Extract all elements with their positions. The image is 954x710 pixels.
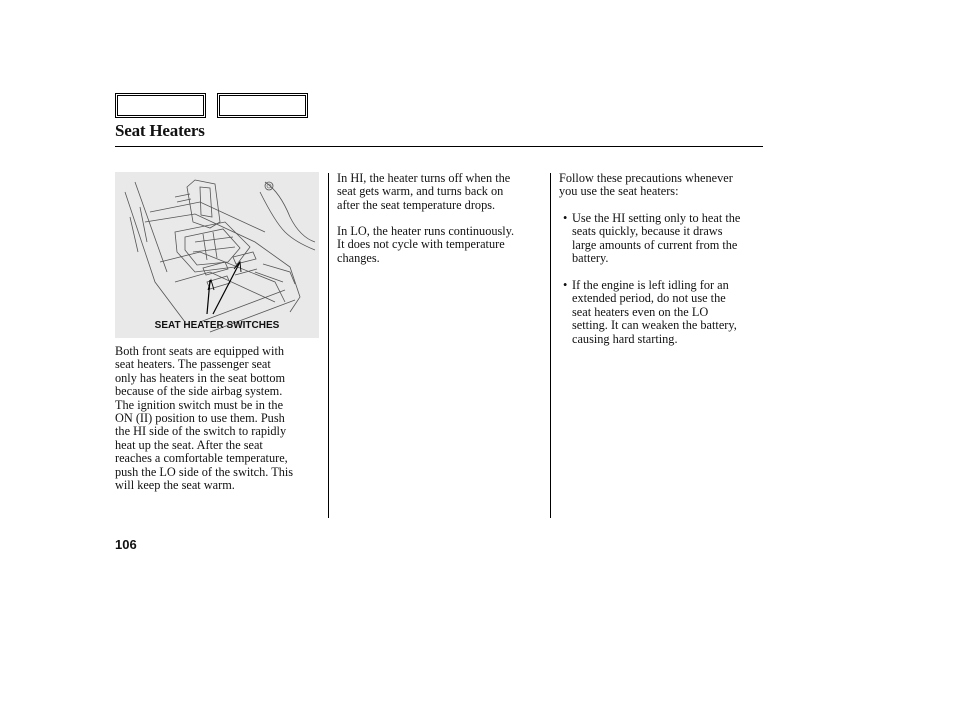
bullet-marker: • xyxy=(563,278,568,292)
precautions-intro: Follow these precautions whenever you use the seat heaters: xyxy=(559,171,733,199)
figure-caption: SEAT HEATER SWITCHES xyxy=(154,320,280,331)
column-divider-2 xyxy=(550,173,551,518)
hi-setting-paragraph: In HI, the heater turns off when the seat gets warm, and turns back on after the seat temperature drops. xyxy=(337,171,511,212)
seat-heaters-description: Both front seats are equipped with seat heaters. The passenger seat only has heaters in the seat bottom because of the side airbag system. The ignition switch must be in the ON (II) position to use them. Push the HI side of the switch to rapidly heat up the seat. After the seat reaches a comfortable temperature, push the LO side of the switch. This will keep the seat warm. xyxy=(115,344,294,493)
title-rule xyxy=(115,146,763,147)
page-number: 106 xyxy=(115,537,137,552)
console-drawing xyxy=(115,172,319,338)
precaution-text: If the engine is left idling for an extended period, do not use the seat heaters even on the LO setting. It can weaken the battery, causing hard starting. xyxy=(572,278,737,346)
lo-setting-paragraph: In LO, the heater runs continuously. It does not cycle with temperature changes. xyxy=(337,224,515,265)
bullet-marker: • xyxy=(563,211,568,225)
nav-tab-box-1[interactable] xyxy=(115,93,206,118)
nav-tab-box-2[interactable] xyxy=(217,93,308,118)
column-divider-1 xyxy=(328,173,329,518)
precaution-text: Use the HI setting only to heat the seats quickly, because it draws large amounts of current from the battery. xyxy=(572,211,741,266)
seat-heater-illustration xyxy=(115,172,319,338)
page-title: Seat Heaters xyxy=(115,121,205,140)
